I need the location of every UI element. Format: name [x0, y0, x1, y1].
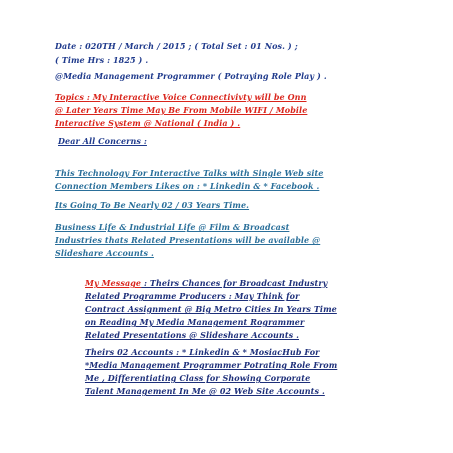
accounts-line-2: *Media Management Programmer Potrating Role From [85, 360, 338, 370]
topics-line-3: Interactive System @ National ( India ) . [55, 118, 241, 128]
role-line: @Media Management Programmer ( Potraying Role Play ) . [55, 71, 327, 81]
topics-block [55, 92, 307, 129]
topics-line-2: @ Later Years Time May Be From Mobile WIFI / Mobile [55, 105, 308, 115]
date-header [55, 41, 298, 66]
accounts-line-4: Talent Management In Me @ 02 Web Site Accounts . [85, 386, 325, 396]
accounts-block [85, 347, 337, 397]
para2-line: Its Going To Be Nearly 02 / 03 Years Time. [55, 200, 250, 210]
greeting-block [58, 136, 147, 147]
message-line-1: : Theirs Chances for Broadcast Industry [141, 278, 328, 288]
para3-line-1: Business Life & Industrial Life @ Film & Broadcast [55, 222, 290, 232]
paragraph-years [55, 200, 249, 211]
accounts-line-1: Theirs 02 Accounts : * Linkedin & * MosiacHub For [85, 347, 320, 357]
para3-line-3: Slideshare Accounts . [55, 248, 154, 258]
message-label: My Message [85, 278, 142, 288]
accounts-line-3: Me , Differentiating Class for Showing Corporate [85, 373, 311, 383]
paragraph-technology [55, 168, 323, 192]
message-line-4: on Reading My Media Management Rogrammer [85, 317, 305, 327]
paragraph-business [55, 222, 320, 259]
message-line-3: Contract Assignment @ Big Metro Cities In Years Time [85, 304, 337, 314]
message-line-2: Related Programme Producers : May Think for [85, 291, 300, 301]
para3-line-2: Industries thats Related Presentations will be available @ [55, 235, 321, 245]
time-line: ( Time Hrs : 1825 ) . [55, 55, 149, 65]
role-line-block [55, 71, 327, 82]
message-line-5: Related Presentations @ Slideshare Accounts . [85, 330, 300, 340]
para1-line-1: This Technology For Interactive Talks with Single Web site [55, 168, 324, 178]
para1-line-2: Connection Members Likes on : * Linkedin & * Facebook . [55, 181, 320, 191]
date-line: Date : 020TH / March / 2015 ; ( Total Set : 01 Nos. ) ; [55, 41, 298, 51]
topics-line-1: My Interactive Voice Connectivivty will be Onn [89, 92, 307, 102]
greeting: Dear All Concerns : [58, 136, 147, 146]
message-block [85, 278, 337, 341]
topics-label: Topics : [55, 92, 90, 102]
